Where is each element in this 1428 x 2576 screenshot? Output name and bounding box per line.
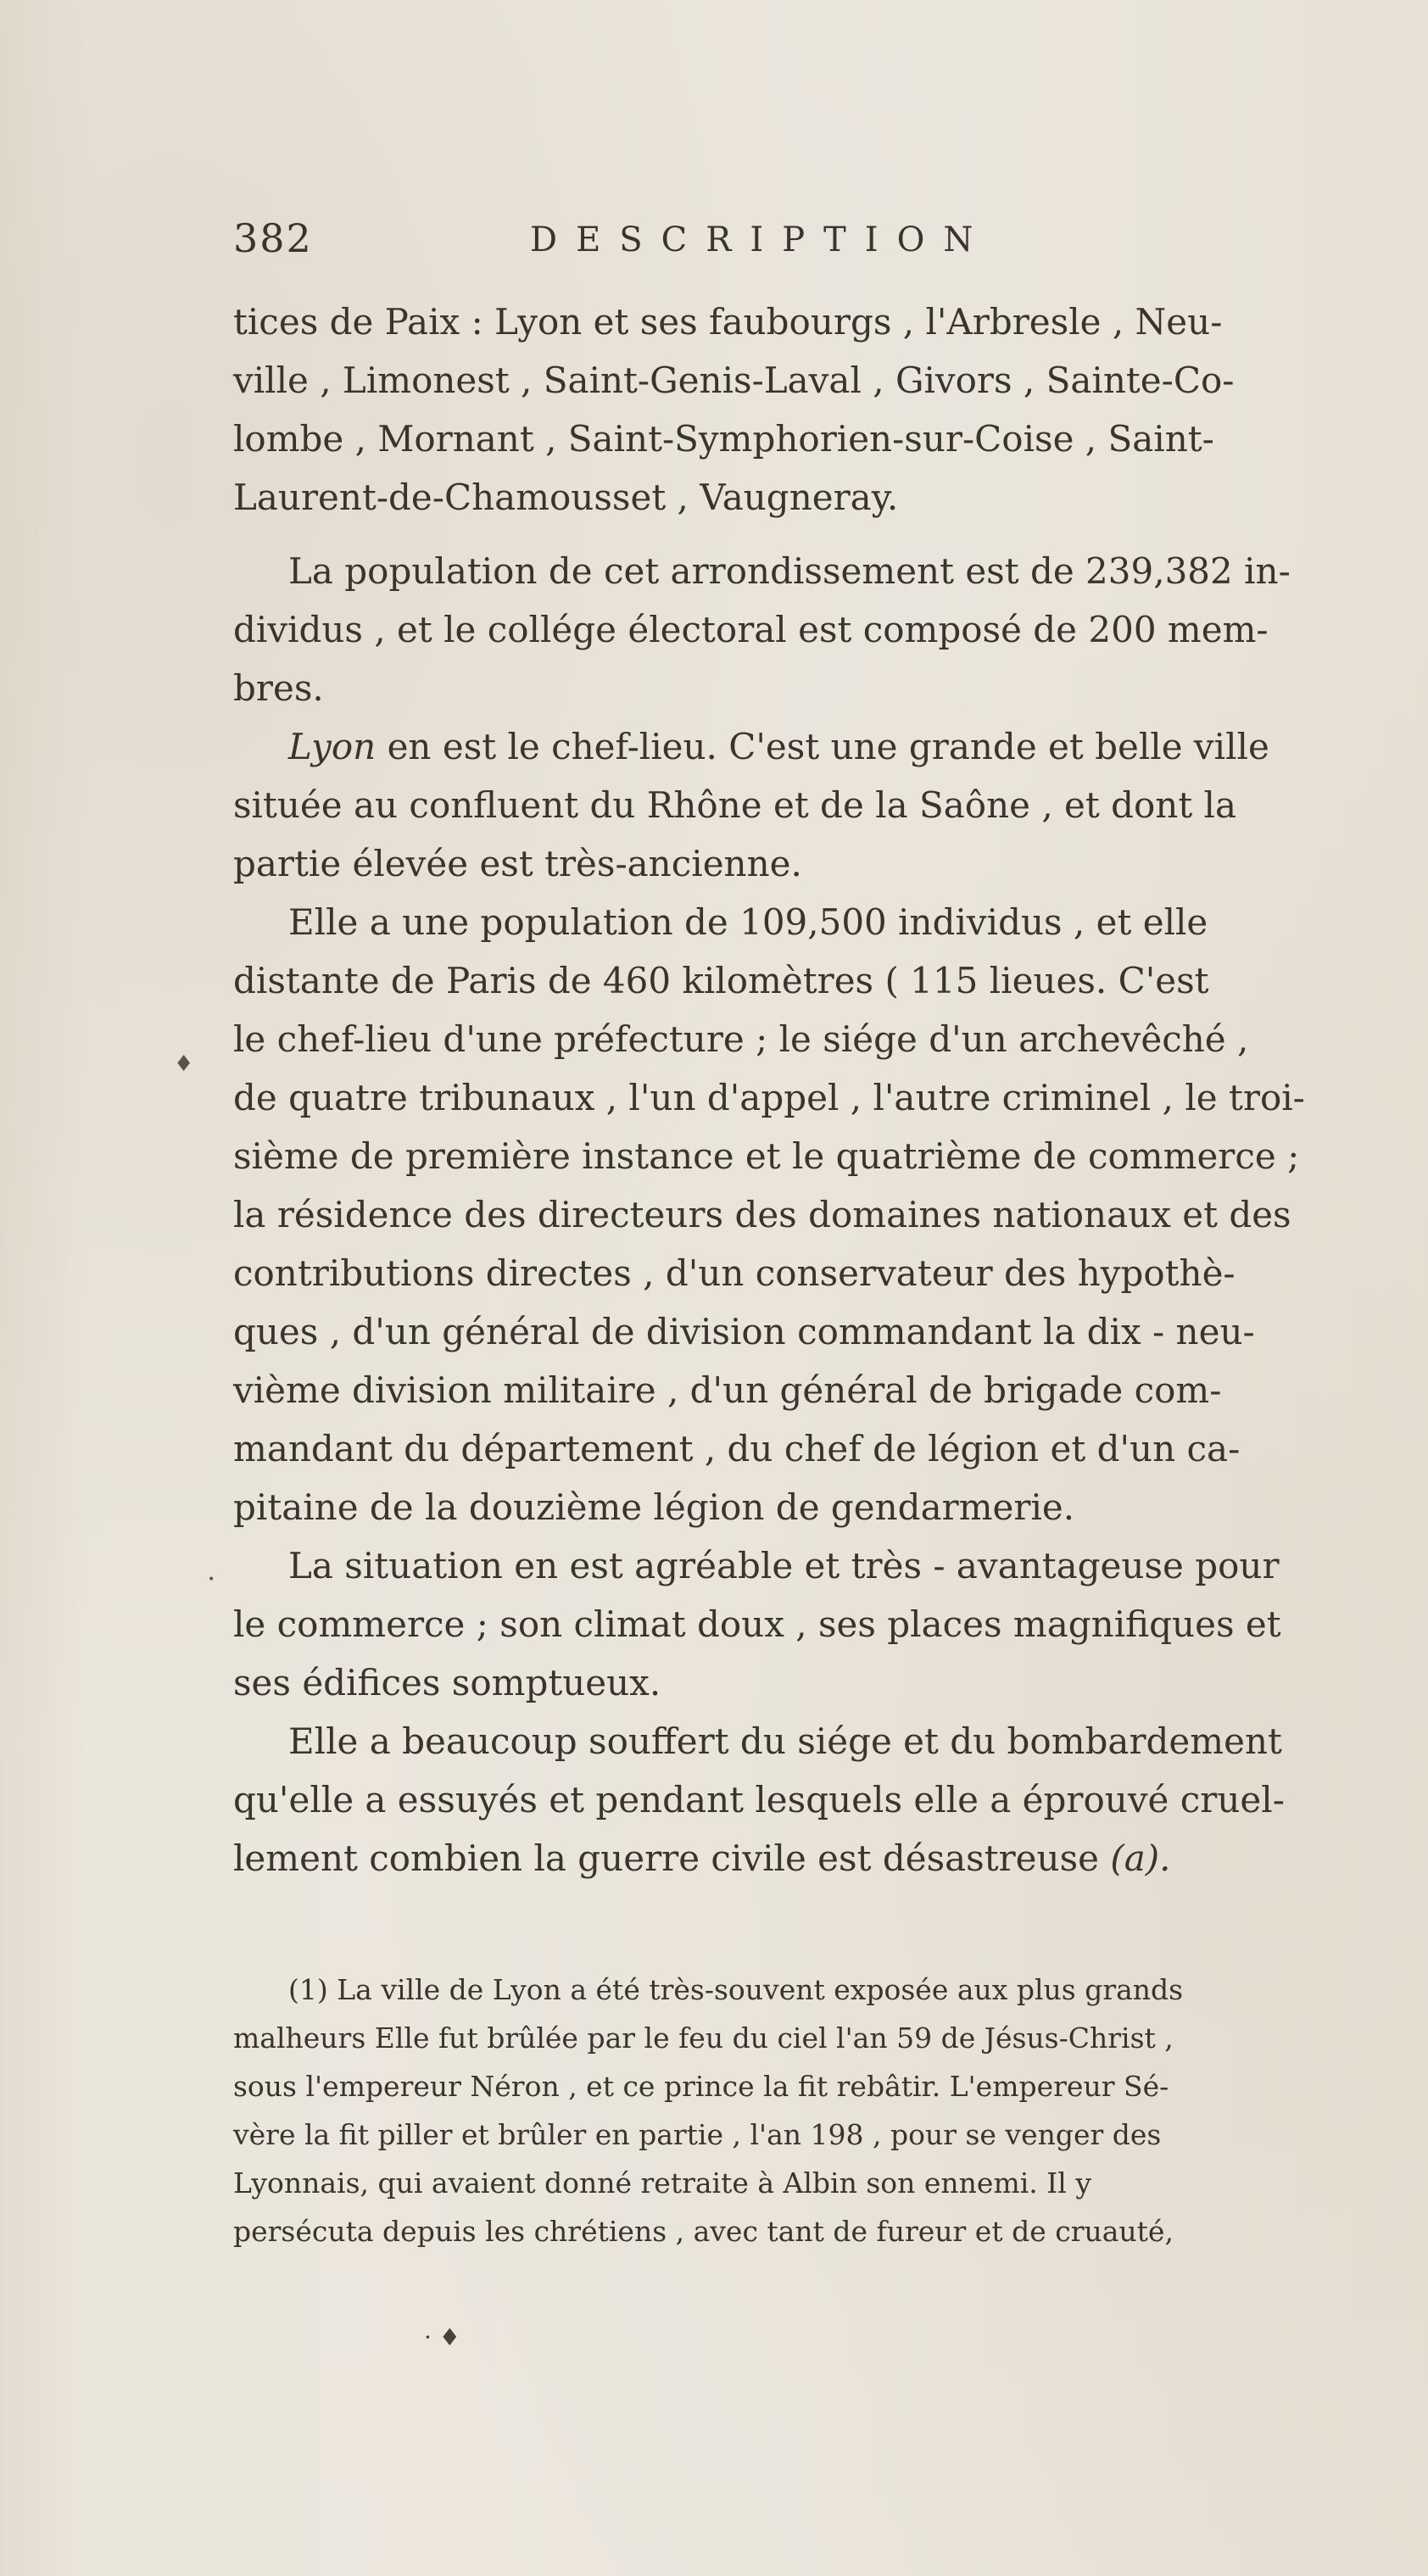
footnote-line: persécuta depuis les chrétiens , avec tant de fureur et de cruauté, <box>233 2215 1174 2248</box>
text-line: Elle a beaucoup souffert du siége et du bombardement <box>288 1720 1282 1762</box>
text-line: La situation en est agréable et très - avantageuse pour <box>288 1545 1280 1586</box>
text-line: Elle a une population de 109,500 individus , et elle <box>288 901 1208 943</box>
footnote-line: malheurs Elle fut brûlée par le feu du ciel l'an 59 de Jésus-Christ , <box>233 2021 1174 2055</box>
text-line: de quatre tribunaux , l'un d'appel , l'autre criminel , le troi- <box>233 1077 1305 1118</box>
text-line: ques , d'un général de division commandant la dix - neu- <box>233 1311 1255 1352</box>
text-line <box>233 717 1361 776</box>
text-line-main: lement combien la guerre civile est désastreuse <box>233 1837 1099 1879</box>
footnote-line: Lyonnais, qui avaient donné retraite à Albin son ennemi. Il y <box>233 2166 1091 2200</box>
text-line: partie élevée est très-ancienne. <box>233 843 802 884</box>
text-line: contributions directes , d'un conservateur des hypothè- <box>233 1252 1236 1294</box>
text-line: qu'elle a essuyés et pendant lesquels elle a éprouvé cruel- <box>233 1779 1285 1820</box>
text-line: sième de première instance et le quatrième de commerce ; <box>233 1135 1300 1177</box>
text-line: tices de Paix : Lyon et ses faubourgs , l'Arbresle , Neu- <box>233 301 1223 343</box>
italic-lyon: Lyon <box>288 726 377 767</box>
paragraph-population <box>233 542 1361 717</box>
paragraph-population-institutions <box>233 893 1361 1536</box>
page-header <box>233 215 1132 275</box>
text-line: distante de Paris de 460 kilomètres ( 115 lieues. C'est <box>233 960 1209 1001</box>
ink-speck-icon: ♦ <box>174 1051 194 1077</box>
paragraph-lyon-chef-lieu <box>233 717 1361 893</box>
ink-dot-icon: • <box>208 1573 215 1586</box>
paragraph-situation <box>233 1536 1361 1712</box>
page-number: 382 <box>233 215 313 261</box>
footnote-line: vère la fit piller et brûler en partie , l'an 198 , pour se venger des <box>233 2118 1162 2151</box>
text-line: la résidence des directeurs des domaines nationaux et des <box>233 1194 1291 1235</box>
running-title: DESCRIPTION <box>530 220 992 259</box>
footnote-line: (1) La ville de Lyon a été très-souvent exposée aux plus grands <box>288 1973 1184 2006</box>
paragraph-justices-de-paix <box>233 293 1361 527</box>
text-line <box>233 1829 1361 1887</box>
footnote-ref: (a). <box>1110 1837 1171 1879</box>
text-line: bres. <box>233 667 324 709</box>
page-mark: · ♦ <box>424 2323 460 2351</box>
text-line: Laurent-de-Chamousset , Vaugneray. <box>233 477 899 518</box>
text-line: vième division militaire , d'un général de brigade com- <box>233 1369 1222 1411</box>
text-line: le commerce ; son climat doux , ses places magnifiques et <box>233 1603 1281 1645</box>
text-line: située au confluent du Rhône et de la Saône , et dont la <box>233 784 1237 826</box>
text-line: pitaine de la douzième légion de gendarmerie. <box>233 1486 1075 1528</box>
body-text <box>233 293 1361 1887</box>
text-line-rest: en est le chef-lieu. C'est une grande et belle ville <box>387 726 1269 767</box>
footnote-line: sous l'empereur Néron , et ce prince la fit rebâtir. L'empereur Sé- <box>233 2070 1169 2103</box>
footnote-1 <box>233 1965 1361 2255</box>
text-line: La population de cet arrondissement est de 239,382 in- <box>288 550 1291 592</box>
text-line: le chef-lieu d'une préfecture ; le siége d'un archevêché , <box>233 1018 1249 1060</box>
text-line: dividus , et le collége électoral est composé de 200 mem- <box>233 609 1269 650</box>
footnotes <box>233 1965 1361 2255</box>
paragraph-siege <box>233 1712 1361 1887</box>
text-line: lombe , Mornant , Saint-Symphorien-sur-Coise , Saint- <box>233 418 1214 460</box>
text-line: ville , Limonest , Saint-Genis-Laval , Givors , Sainte-Co- <box>233 360 1235 401</box>
text-line: ses édifices somptueux. <box>233 1662 661 1703</box>
text-line: mandant du département , du chef de légion et d'un ca- <box>233 1428 1241 1469</box>
